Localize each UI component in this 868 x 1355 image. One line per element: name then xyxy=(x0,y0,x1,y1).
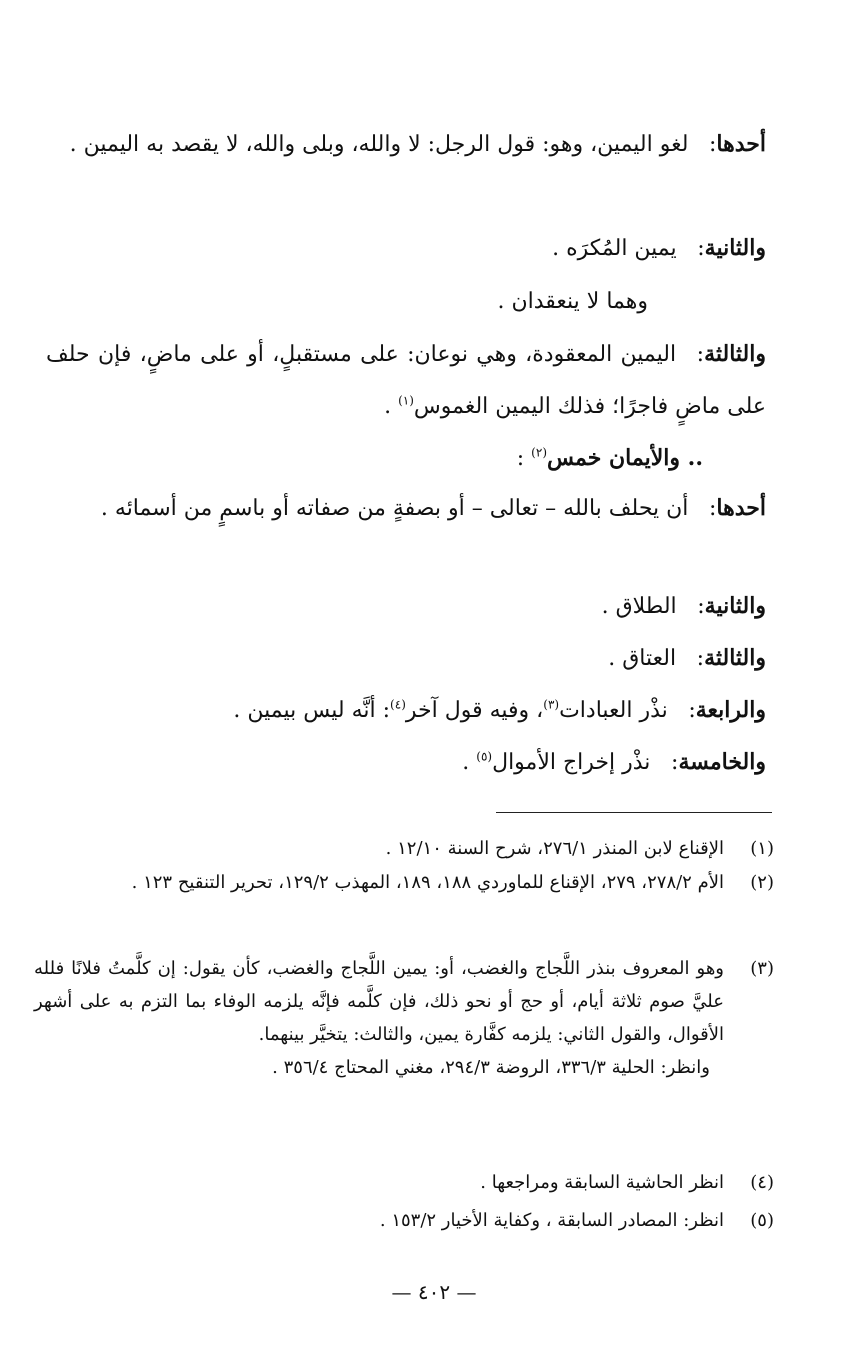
footnote-number: (٢) xyxy=(750,872,774,893)
item-term: والثالثة xyxy=(704,645,766,671)
item-third-maqooda: والثالثة:اليمين المعقودة، وهي نوعان: على مستقبلٍ، أو على ماضٍ، فإن حلف على ماضٍ فاجرًا؛ فذلك اليمين الغموس$^{(١)}$ . xyxy=(46,341,766,419)
item-fourth-nadhr: والرابعة:نذْر العبادات$^{(٣)}$، وفيه قول آخر$^{(٤)}$: أنَّه ليس بيمين . xyxy=(233,697,766,723)
item-text: نذْر العبادات xyxy=(559,698,668,723)
footnote-number: (٥) xyxy=(750,1210,774,1231)
footnote-2 xyxy=(34,866,774,899)
item-text: يمين المُكرَه . xyxy=(552,236,677,261)
footnote-text: الإقناع لابن المنذر ٢٧٦/١، شرح السنة ١٢/١٠ . xyxy=(385,838,724,859)
footnote-number: (١) xyxy=(750,838,774,859)
item-term: والثانية xyxy=(704,593,766,619)
footnote-text: الأم ٢٧٨/٢، ٢٧٩، الإقناع للماوردي ١٨٨، ١٨٩، المهذب ١٢٩/٢، تحرير التنقيح ١٢٣ . xyxy=(131,872,724,893)
footnote-text: انظر: المصادر السابقة ، وكفاية الأخيار ١٥٣/٢ . xyxy=(379,1210,724,1231)
footnote-marker[interactable]: (٣) xyxy=(543,697,560,712)
footnote-marker[interactable]: (٤) xyxy=(390,697,406,712)
item-term: والرابعة xyxy=(695,697,766,723)
item-text: الطلاق . xyxy=(601,594,677,619)
footnote-text: انظر الحاشية السابقة ومراجعها . xyxy=(480,1172,724,1193)
footnote-text: وهو المعروف بنذر اللَّجاج والغضب، أو: يمين اللَّجاج والغضب، كأن يقول: إن كلَّمتُ فلانًا فلله عليَّ صوم ثلاثة أيام، أو حج أو نحو ذلك، فإن كلَّمه فإنَّه يلزمه الوفاء بما التزم به على أشهر الأقوال، والقول الثاني: يلزمه كفَّارة يمين، والثالث: يتخيَّر بينهما. xyxy=(34,958,724,1045)
item-fifth-amwal: والخامسة:نذْر إخراج الأموال$^{(٥)}$ . xyxy=(462,749,766,775)
footnote-4 xyxy=(34,1166,774,1199)
footnote-3 xyxy=(34,952,774,1084)
footnote-marker[interactable]: (٢) xyxy=(531,445,547,460)
item-term: والخامسة xyxy=(678,749,766,775)
item-text: العتاق . xyxy=(608,646,677,671)
item-text: نذْر إخراج الأموال xyxy=(492,750,651,775)
item-term: أحدها xyxy=(716,131,766,157)
footnote-separator xyxy=(496,812,772,813)
footnote-5 xyxy=(34,1204,774,1237)
item-text: لغو اليمين، وهو: قول الرجل: لا والله، وبلى والله، لا يقصد به اليمين . xyxy=(69,132,689,157)
item-first-billah: أحدها:أن يحلف بالله – تعالى – أو بصفةٍ من صفاته أو باسمٍ من أسمائه . xyxy=(100,495,766,521)
item-text: اليمين المعقودة، وهي نوعان: على مستقبلٍ، أو على ماضٍ، فإن حلف على ماضٍ فاجرًا؛ فذلك اليمين الغموس xyxy=(46,342,766,419)
footnote-1 xyxy=(34,832,774,865)
footnote-marker[interactable]: (١) xyxy=(398,393,414,408)
item-term: والثالثة xyxy=(704,341,766,367)
item-second-mukrah: والثانية:يمين المُكرَه . xyxy=(552,235,766,261)
item-term: أحدها xyxy=(716,495,766,521)
footnote-number: (٣) xyxy=(750,958,774,979)
footnote-marker[interactable]: (٥) xyxy=(476,749,493,764)
page-number: — ٤٠٢ — xyxy=(391,1280,477,1304)
item-second-talaq: والثانية:الطلاق . xyxy=(601,593,766,619)
item-text: أن يحلف بالله – تعالى – أو بصفةٍ من صفاته أو باسمٍ من أسمائه . xyxy=(100,496,689,521)
note-line: وهما لا ينعقدان . xyxy=(497,289,648,314)
item-term: والثانية xyxy=(704,235,766,261)
section-heading: .. والأيمان خمس$^{(٢)}$ : xyxy=(516,445,703,471)
item-third-itaq: والثالثة:العتاق . xyxy=(608,645,766,671)
footnote-number: (٤) xyxy=(750,1172,774,1193)
item-first-laghw: أحدها:لغو اليمين، وهو: قول الرجل: لا والله، وبلى والله، لا يقصد به اليمين . xyxy=(69,131,766,157)
footnote-extra: وانظر: الحلية ٣٣٦/٣، الروضة ٢٩٤/٣، مغني المحتاج ٣٥٦/٤ . xyxy=(272,1057,710,1078)
